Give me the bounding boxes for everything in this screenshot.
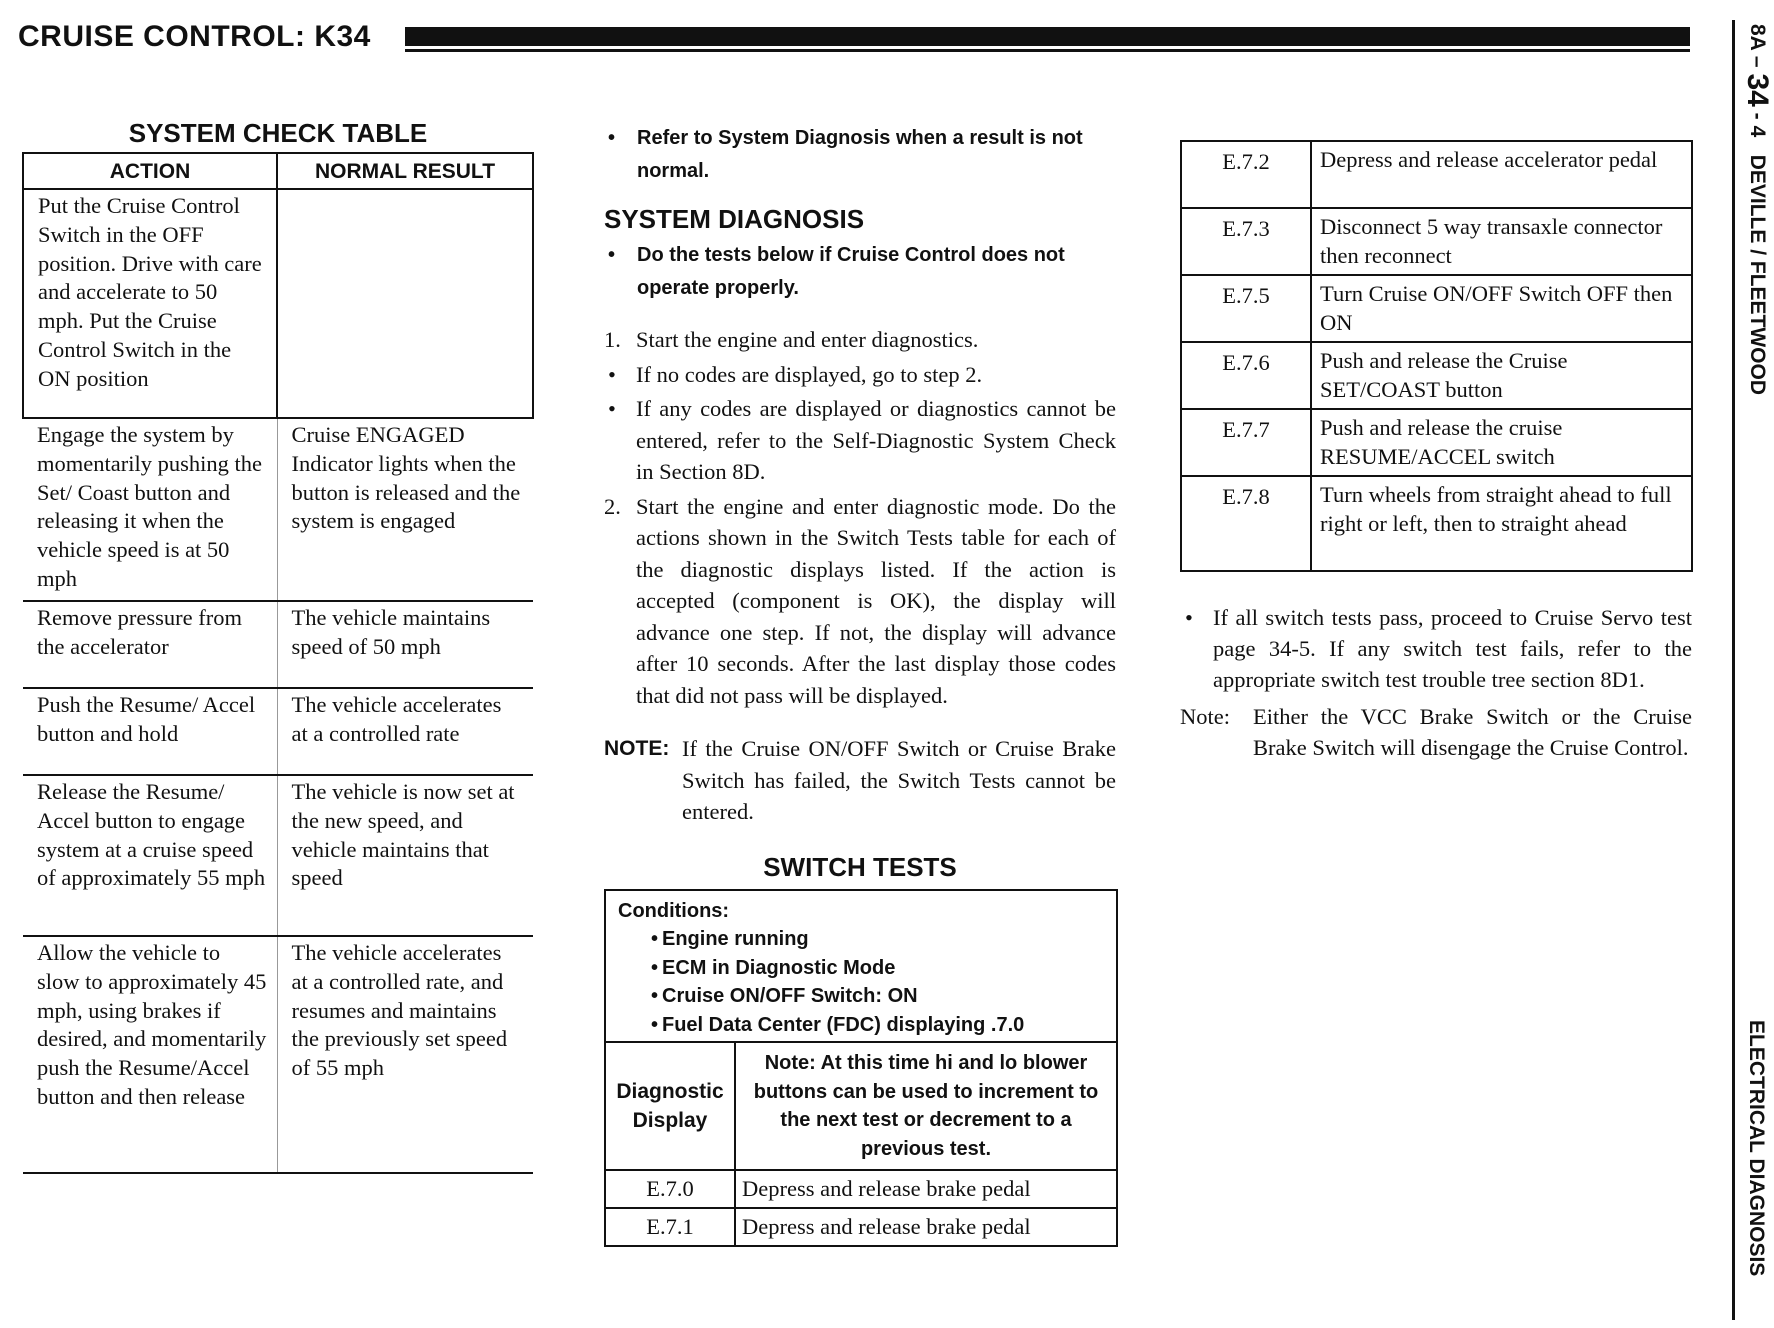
diag-code: E.7.1 — [605, 1208, 735, 1246]
conditions-label: Conditions: — [618, 899, 730, 922]
switch-tests-table — [604, 889, 1118, 1248]
action-cell: Release the Resume/ Accel button to engage system at a cruise speed of approximately 55 mph — [23, 775, 277, 936]
step-1-bullet: • If any codes are displayed or diagnostics cannot be entered, refer to the Self-Diagnostic System Check in Section 8D. — [608, 396, 1116, 484]
table-row — [1181, 275, 1692, 342]
system-check-table — [22, 152, 534, 1174]
condition-item: • Fuel Data Center (FDC) displaying .7.0 — [618, 1011, 1104, 1040]
diag-action: Push and release the Cruise SET/COAST button — [1311, 342, 1692, 409]
switch-tests-continued — [1180, 140, 1693, 572]
table-row — [605, 1208, 1117, 1246]
result-cell: The vehicle maintains speed of 50 mph — [277, 601, 533, 688]
note-text: If the Cruise ON/OFF Switch or Cruise Brake Switch has failed, the Switch Tests cannot be entered. — [682, 736, 1116, 824]
refer-note: • Refer to System Diagnosis when a result is not normal. — [604, 122, 1116, 188]
table-row — [23, 936, 533, 1173]
col-action-header: ACTION — [23, 153, 277, 189]
diag-action: Disconnect 5 way transaxle connector then reconnect — [1311, 208, 1692, 275]
table-row — [1181, 208, 1692, 275]
col-result-header: NORMAL RESULT — [277, 153, 533, 189]
diag-code: E.7.3 — [1181, 208, 1311, 275]
condition-item: • Engine running — [618, 925, 1104, 954]
pass-paragraph: • If all switch tests pass, proceed to Cruise Servo test page 34-5. If any switch test fails, refer to the appropriate switch test trouble tree section 8D1. — [1180, 602, 1692, 695]
section-label: ELECTRICAL DIAGNOSIS — [1745, 1020, 1768, 1277]
system-check-title: SYSTEM CHECK TABLE — [128, 118, 428, 148]
col-note-header: Note: At this time hi and lo blower buttons can be used to increment to the next test or decrement to a previous test. — [735, 1042, 1117, 1170]
diagnosis-intro: • Do the tests below if Cruise Control does not operate properly. — [604, 239, 1116, 305]
note-right — [1180, 701, 1692, 763]
conditions-cell — [605, 890, 1117, 1043]
diag-action: Depress and release brake pedal — [735, 1170, 1117, 1208]
step-2: 2. Start the engine and enter diagnostic mode. Do the actions shown in the Switch Tests table for each of the diagnostic displays listed. If the action is accepted (component is OK), the display will advance one step. If not, the display will advance after 10 seconds. After the last display those codes that did not pass will be displayed. — [604, 493, 1116, 708]
result-cell: Cruise ENGAGED Indicator lights when the button is released and the system is engaged — [277, 418, 533, 601]
result-cell — [277, 189, 533, 418]
header-bar — [405, 27, 1690, 46]
page-title: CRUISE CONTROL: K34 — [18, 20, 371, 53]
step-1-text: Start the engine and enter diagnostics. — [636, 327, 979, 352]
diag-code: E.7.7 — [1181, 409, 1311, 476]
table-row — [23, 601, 533, 688]
table-row — [23, 775, 533, 936]
result-cell: The vehicle is now set at the new speed, and vehicle maintains that speed — [277, 775, 533, 936]
diag-action: Turn Cruise ON/OFF Switch OFF then ON — [1311, 275, 1692, 342]
condition-item: • ECM in Diagnostic Mode — [618, 954, 1104, 983]
side-page-label — [1740, 24, 1774, 395]
switch-tests-title: SWITCH TESTS — [763, 851, 957, 882]
table-row — [23, 418, 533, 601]
action-cell: Allow the vehicle to slow to approximately 45 mph, using brakes if desired, and momentarily push the Resume/Accel button and then release — [23, 936, 277, 1173]
step-1-bullet-text: If any codes are displayed or diagnostics cannot be entered, refer to the Self-Diagnostic System Check in Section 8D. — [636, 396, 1116, 484]
table-row — [1181, 409, 1692, 476]
diag-action: Push and release the cruise RESUME/ACCEL switch — [1311, 409, 1692, 476]
col-display-header: Diagnostic Display — [605, 1042, 735, 1170]
action-cell: Remove pressure from the accelerator — [23, 601, 277, 688]
diag-code: E.7.2 — [1181, 141, 1311, 208]
table-row — [605, 1170, 1117, 1208]
diag-code: E.7.5 — [1181, 275, 1311, 342]
step-1-bullet-text: If no codes are displayed, go to step 2. — [636, 361, 983, 387]
action-cell: Push the Resume/ Accel button and hold — [23, 688, 277, 775]
diag-action: Turn wheels from straight ahead to full right or left, then to straight ahead — [1311, 476, 1692, 571]
table-row — [1181, 476, 1692, 571]
table-row — [1181, 342, 1692, 409]
condition-item: • Cruise ON/OFF Switch: ON — [618, 982, 1104, 1011]
step-1-bullet: • If no codes are displayed, go to step 2. — [608, 361, 983, 387]
side-rule — [1732, 20, 1735, 1320]
note-mid — [604, 733, 1116, 828]
note-label: Note: — [1180, 704, 1230, 729]
model-name: DEVILLE / FLEETWOOD — [1746, 154, 1769, 396]
step-2-text: Start the engine and enter diagnostic mode. Do the actions shown in the Switch Tests table for each of the diagnostic displays listed. If the action is accepted (component is OK), the display will advance one step. If not, the display will advance after 10 seconds. After the last display those codes that did not pass will be displayed. — [636, 493, 1116, 708]
table-row — [23, 189, 533, 418]
middle-column — [604, 122, 1116, 1247]
page-suffix: - 4 — [1746, 112, 1769, 138]
diag-action: Depress and release accelerator pedal — [1311, 141, 1692, 208]
system-diagnosis-title: SYSTEM DIAGNOSIS — [604, 204, 865, 234]
table-row — [23, 688, 533, 775]
note-label: NOTE: — [604, 737, 670, 760]
header-divider — [405, 49, 1690, 52]
page-prefix: 8A – — [1746, 24, 1769, 68]
table-row — [1181, 141, 1692, 208]
page-number: 34 — [1741, 73, 1774, 107]
step-1: 1. Start the engine and enter diagnostics. — [604, 327, 979, 352]
diag-code: E.7.0 — [605, 1170, 735, 1208]
note-text: Either the VCC Brake Switch or the Cruise Brake Switch will disengage the Cruise Control. — [1253, 704, 1692, 760]
action-cell: Engage the system by momentarily pushing the Set/ Coast button and releasing it when the vehicle speed is at 50 mph — [23, 418, 277, 601]
result-cell: The vehicle accelerates at a controlled rate, and resumes and maintains the previously set speed of 55 mph — [277, 936, 533, 1173]
result-cell: The vehicle accelerates at a controlled rate — [277, 688, 533, 775]
right-column-text — [1180, 602, 1692, 763]
diag-code: E.7.6 — [1181, 342, 1311, 409]
diag-code: E.7.8 — [1181, 476, 1311, 571]
action-cell: Put the Cruise Control Switch in the OFF position. Drive with care and accelerate to 50 mph. Put the Cruise Control Switch in the ON position — [23, 189, 277, 418]
diag-action: Depress and release brake pedal — [735, 1208, 1117, 1246]
